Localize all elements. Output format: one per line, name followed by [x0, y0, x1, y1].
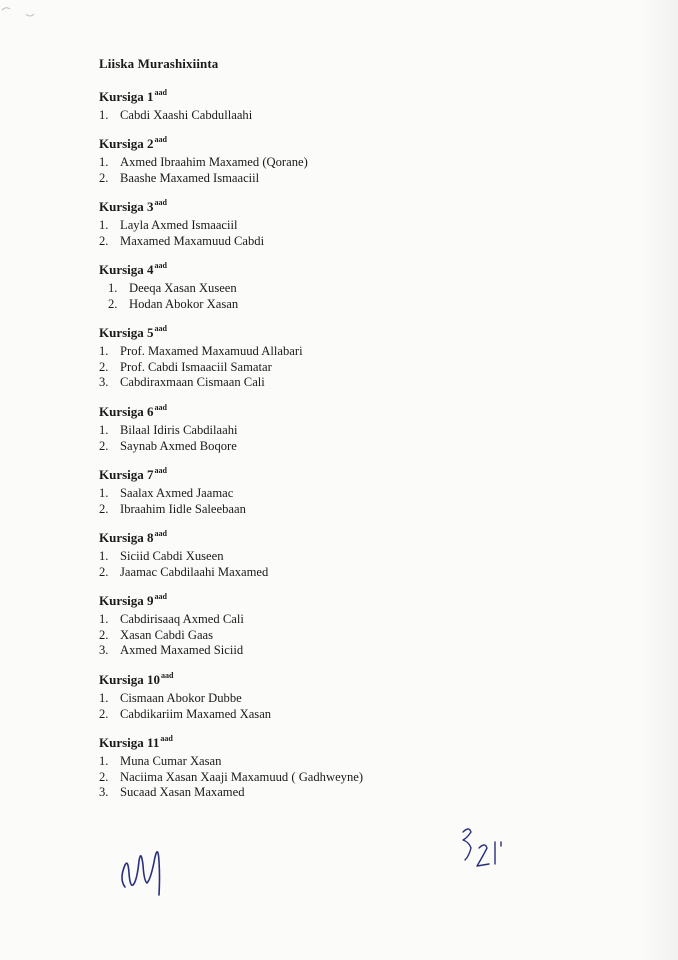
seat-heading: Kursiga $2^{aad}$	[99, 135, 167, 151]
list-item: 2. Baashe Maxamed Ismaaciil	[99, 170, 260, 185]
seat-heading: Kursiga $5^{aad}$	[99, 324, 167, 340]
list-item: 1. Deeqa Xasan Xuseen	[108, 281, 237, 295]
document-title: Liiska Murashixiinta	[99, 56, 219, 71]
seat-section-4	[99, 262, 238, 311]
list-item: 1. Axmed Ibraahim Maxamed (Qorane)	[99, 155, 308, 169]
candidate-list	[99, 154, 308, 185]
corner-scan-marks	[0, 0, 40, 24]
seat-section-5	[99, 325, 303, 390]
list-item: 2. Prof. Cabdi Ismaaciil Samatar	[99, 359, 272, 374]
seat-heading: Kursiga $4^{aad}$	[99, 261, 167, 277]
list-item: 2. Ibraahim Iidle Saleebaan	[99, 501, 246, 516]
candidate-list	[99, 280, 238, 311]
seat-heading: Kursiga $8^{aad}$	[99, 529, 167, 545]
list-item: 2. Naciima Xasan Xaaji Maxamuud ( Gadhweyne)	[99, 769, 364, 784]
list-item: 1. Layla Axmed Ismaaciil	[99, 218, 238, 232]
candidate-list	[99, 611, 244, 658]
seat-section-1	[99, 89, 252, 123]
list-item: 2. Maxamed Maxamuud Cabdi	[99, 233, 265, 248]
initials-scribble	[455, 822, 515, 877]
seat-section-9	[99, 593, 244, 658]
seat-section-11	[99, 735, 363, 800]
candidate-list	[99, 548, 268, 579]
list-item: 3. Axmed Maxamed Siciid	[99, 643, 244, 658]
list-item: 1. Bilaal Idiris Cabdilaahi	[99, 423, 238, 437]
seat-heading: Kursiga $9^{aad}$	[99, 592, 167, 608]
list-item: 1. Saalax Axmed Jaamac	[99, 486, 234, 500]
list-item: 2. Saynab Axmed Boqore	[99, 438, 237, 453]
list-item: 1. Cismaan Abokor Dubbe	[99, 691, 242, 705]
candidate-list	[99, 107, 252, 123]
seat-section-2	[99, 136, 308, 185]
list-item: 3. Sucaad Xasan Maxamed	[99, 785, 245, 800]
list-item: 1. Prof. Maxamed Maxamuud Allabari	[99, 344, 303, 358]
list-item: 1. Cabdirisaaq Axmed Cali	[99, 612, 244, 626]
seat-heading: Kursiga $3^{aad}$	[99, 198, 167, 214]
list-item: 2. Jaamac Cabdilaahi Maxamed	[99, 564, 269, 579]
seat-heading: Kursiga $6^{aad}$	[99, 403, 167, 419]
signature-scribble	[115, 835, 185, 905]
seat-heading: Kursiga $7^{aad}$	[99, 466, 167, 482]
candidate-list	[99, 343, 303, 390]
seat-section-10	[99, 672, 271, 721]
seat-section-8	[99, 530, 268, 579]
list-item: 3. Cabdiraxmaan Cismaan Cali	[99, 375, 265, 390]
list-item: 2. Hodan Abokor Xasan	[108, 296, 239, 311]
list-item: 1. Cabdi Xaashi Cabdullaahi	[99, 108, 253, 122]
candidate-list	[99, 217, 264, 248]
candidate-list	[99, 485, 246, 516]
candidate-list	[99, 753, 363, 800]
seat-heading: Kursiga $10^{aad}$	[99, 671, 174, 687]
seat-section-6	[99, 404, 238, 453]
candidate-list	[99, 422, 238, 453]
seat-section-7	[99, 467, 246, 516]
list-item: 1. Muna Cumar Xasan	[99, 754, 222, 768]
candidate-list	[99, 690, 271, 721]
seat-section-3	[99, 199, 264, 248]
list-item: 2. Xasan Cabdi Gaas	[99, 627, 214, 642]
list-item: 2. Cabdikariim Maxamed Xasan	[99, 706, 272, 721]
seat-heading: Kursiga $11^{aad}$	[99, 734, 173, 750]
list-item: 1. Siciid Cabdi Xuseen	[99, 549, 224, 563]
seat-heading: Kursiga $1^{aad}$	[99, 88, 167, 104]
paper-edge-shade	[638, 0, 678, 960]
